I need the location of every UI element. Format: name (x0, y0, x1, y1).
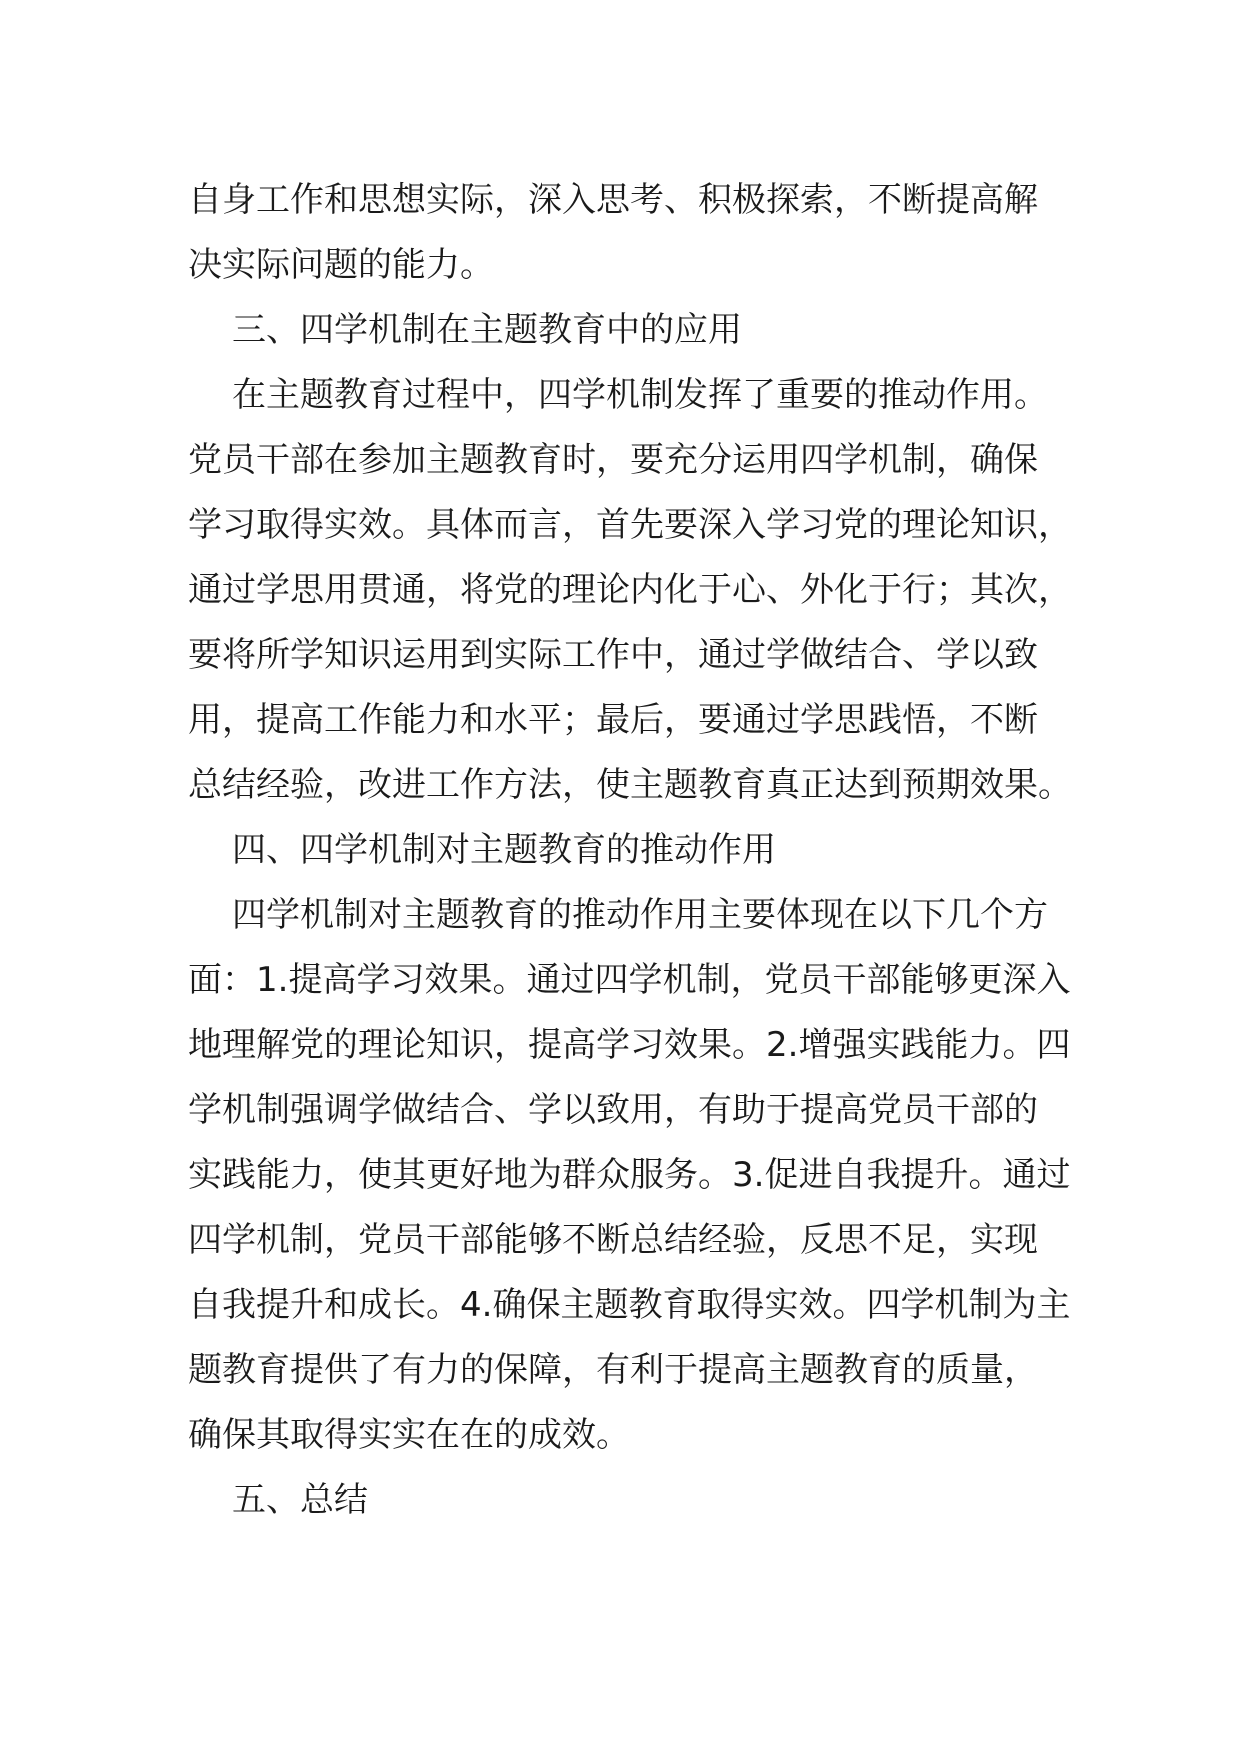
paragraph-start: 四学机制对主题教育的推动作用主要体现在以下几个方 (232, 895, 1048, 935)
text-line: 面：1.提高学习效果。通过四学机制，党员干部能够更深入 (188, 960, 1071, 1000)
text-line: 自我提升和成长。4.确保主题教育取得实效。四学机制为主 (188, 1285, 1071, 1325)
text-line: 用，提高工作能力和水平；最后，要通过学思践悟，不断 (188, 700, 1038, 740)
text-line: 学机制强调学做结合、学以致用，有助于提高党员干部的 (188, 1090, 1038, 1130)
text-line: 四学机制，党员干部能够不断总结经验，反思不足，实现 (188, 1220, 1038, 1260)
text-line: 总结经验，改进工作方法，使主题教育真正达到预期效果。 (188, 765, 1072, 805)
section-heading-5: 五、总结 (232, 1480, 368, 1520)
text-line: 要将所学知识运用到实际工作中，通过学做结合、学以致 (188, 635, 1038, 675)
section-heading-4: 四、四学机制对主题教育的推动作用 (232, 830, 776, 870)
text-line: 党员干部在参加主题教育时，要充分运用四学机制，确保 (188, 440, 1038, 480)
paragraph-start: 在主题教育过程中，四学机制发挥了重要的推动作用。 (232, 375, 1048, 415)
section-heading-3: 三、四学机制在主题教育中的应用 (232, 310, 742, 350)
text-line: 实践能力，使其更好地为群众服务。3.促进自我提升。通过 (188, 1155, 1071, 1195)
text-line: 地理解党的理论知识，提高学习效果。2.增强实践能力。四 (188, 1025, 1071, 1065)
text-line: 通过学思用贯通，将党的理论内化于心、外化于行；其次， (188, 570, 1072, 610)
text-line: 学习取得实效。具体而言，首先要深入学习党的理论知识， (188, 505, 1072, 545)
text-line: 自身工作和思想实际，深入思考、积极探索，不断提高解 (188, 180, 1038, 220)
text-line: 决实际问题的能力。 (188, 245, 494, 285)
document-body (188, 168, 1072, 1533)
text-line: 题教育提供了有力的保障，有利于提高主题教育的质量， (188, 1350, 1038, 1390)
text-line: 确保其取得实实在在的成效。 (188, 1415, 630, 1455)
